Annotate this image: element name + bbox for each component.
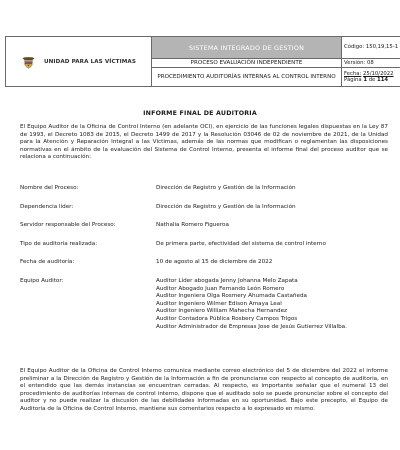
team-member: Auditor Administrador de Empresas Jose de Jesús Gutierrez Villalba.	[156, 323, 347, 330]
document-header	[5, 36, 400, 87]
page-number	[344, 77, 400, 83]
audit-details	[20, 185, 390, 342]
team-member: Auditor Ingeniero William Mahecha Hernandez	[156, 308, 288, 315]
field-value: 10 de agosto al 15 de diciembre de 2022	[156, 259, 273, 266]
field-row	[20, 222, 390, 230]
closing-paragraph: El Equipo Auditor de la Oficina de Control Interno comunica mediante correo electrónico del 5 de diciembre del 2022 el informe preliminar a la Dirección de Registro y Gestión de la Información a fin de pronunciarse con respecto al concepto de auditoria, en el entendido que las demás instancias se encuentran cerradas. Al respecto, es importante señalar que el numeral 13 del procedimiento de auditorías internas de control interno, dispone que el auditado solo se puede pronunciar sobre el concepto del auditor y no puede realizar la discusión de las debilidades informadas en su oportunidad. Bajo este precepto, el Equipo de Auditoría de la Oficina de Control Interno, mantiene sus comentarios respecto a lo expresado en mismo.	[20, 368, 388, 412]
page-prefix: Página	[344, 77, 364, 83]
field-row-team	[20, 278, 390, 331]
field-value: Dirección de Registro y Gestión de la Información	[156, 185, 296, 191]
team-member: Auditor Ingeniero Wilmer Edison Amaya Leal	[156, 300, 282, 307]
field-label: Dependencia líder:	[20, 203, 74, 210]
document-code: Código: 150,19,15-1	[342, 37, 400, 59]
field-value: Dirección de Registro y Gestión de la Información	[156, 203, 296, 210]
date-label: Fecha:	[344, 70, 362, 77]
system-title: SISTEMA INTEGRADO DE GESTION	[152, 37, 342, 59]
page-total: 114	[377, 77, 389, 83]
field-row	[20, 204, 390, 212]
field-row	[20, 185, 390, 193]
field-value: De primera parte, efectividad del sistema de control interno	[156, 240, 326, 247]
logo-text: UNIDAD PARA LAS VÍCTIMAS	[44, 58, 136, 65]
team-member: Auditor Ingeniera Olga Rosmery Ahumada Castañeda	[156, 293, 308, 300]
team-member: Auditor Abogado Juan Fernando León Romero	[156, 285, 285, 292]
logo-cell	[6, 37, 152, 87]
field-label: Servidor responsable del Proceso:	[20, 222, 116, 229]
field-label: Tipo de auditoria realizada:	[20, 240, 98, 247]
field-row	[20, 259, 390, 267]
procedure-name: PROCEDIMIENTO AUDITORÍAS INTERNAS AL CONTROL INTERNO	[152, 68, 342, 87]
document-date-page	[342, 68, 400, 87]
audit-team-list	[156, 278, 390, 331]
document-version: Versión: 08	[342, 59, 400, 68]
process-name: PROCESO EVALUACIÓN INDEPENDIENTE	[152, 59, 342, 68]
report-title: INFORME FINAL DE AUDITORIA	[143, 110, 257, 117]
logo	[6, 54, 151, 69]
intro-paragraph: El Equipo Auditor de la Oficina de Control Interno (en adelante OCI), en ejercicio de las funciones legales dispuestas en la Ley 87 de 1993, el Decreto 1083 de 2015, el Decreto 1499 de 2017 y la Resolución 03046 de 02 de noviembre de 2021, de la Unidad para la Atención y Reparación Integral a las Víctimas, además de las normas que modifican o reglamentan las disposiciones normativas en el ámbito de la evaluación del Sistema de Control Interno, presenta el informe final del proceso auditor que se relaciona a continuación:	[20, 124, 388, 161]
field-value: Nathalia Romero Figueroa	[156, 222, 229, 229]
field-label: Equipo Auditor:	[20, 277, 64, 284]
date-value: 25/10/2022	[363, 70, 394, 77]
colombia-coat-of-arms-icon	[21, 54, 36, 69]
team-member: Auditor Contadora Pública Rosbery Campos Trigos	[156, 315, 298, 322]
team-member: Auditor Líder abogada Jenny Johanna Melo Zapata	[156, 277, 298, 284]
page-of: de	[367, 77, 378, 83]
page-current: 1	[363, 77, 368, 83]
field-label: Nombre del Proceso:	[20, 185, 79, 191]
field-row	[20, 241, 390, 249]
field-label: Fecha de auditoría:	[20, 259, 75, 266]
